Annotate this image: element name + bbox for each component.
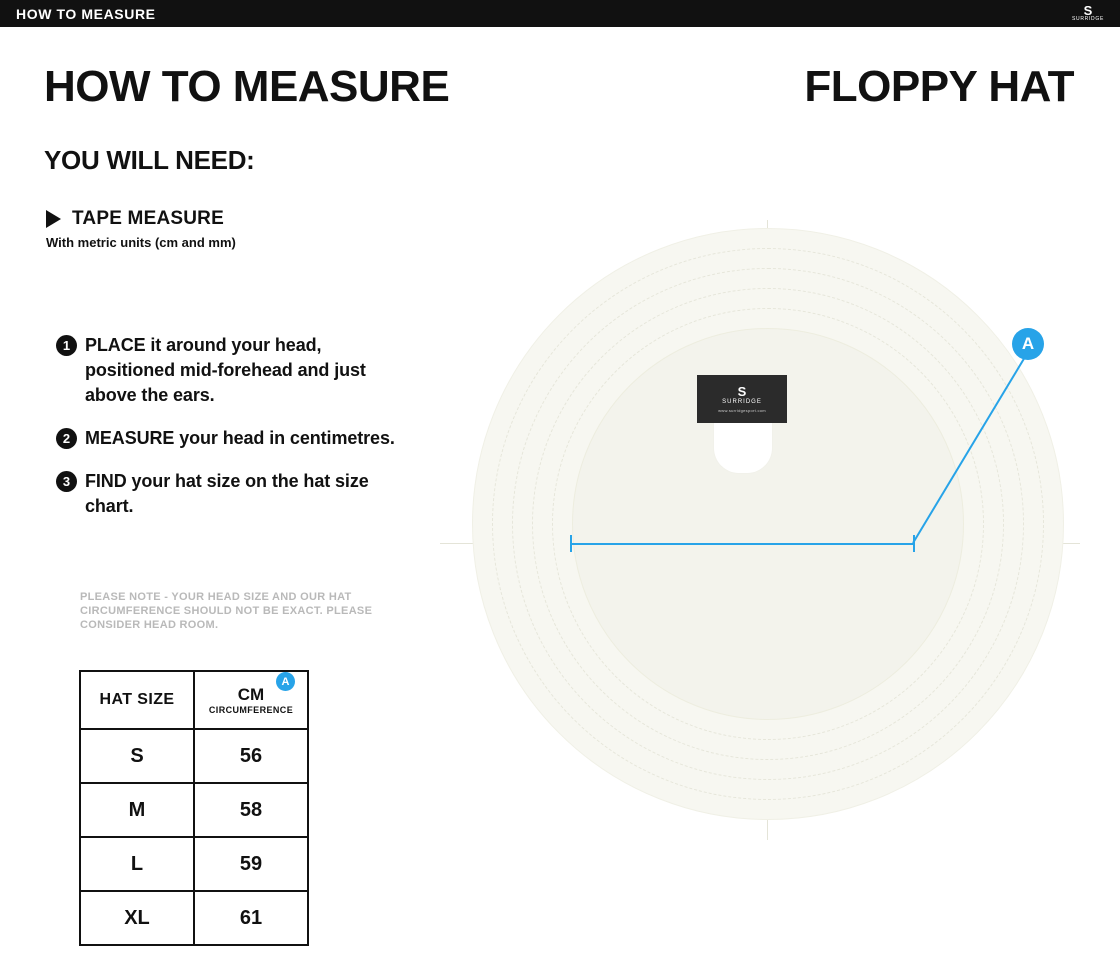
brand-logo — [1066, 2, 1110, 25]
steps-list — [56, 333, 416, 537]
column-header-cm: CM CIRCUMFERENCE — [194, 671, 308, 729]
play-triangle-icon — [46, 210, 61, 228]
step-item — [56, 426, 416, 451]
callout-badge-a: A — [1012, 328, 1044, 360]
step-text: FIND your hat size on the hat size chart. — [85, 471, 369, 516]
table-header-row — [80, 671, 308, 729]
step-text: MEASURE your head in centimetres. — [85, 428, 395, 448]
step-item — [56, 469, 416, 519]
cell-hat-size: M — [80, 783, 194, 837]
tape-measure-item — [46, 208, 224, 230]
column-header-hat-size: HAT SIZE — [80, 671, 194, 729]
cell-circumference: 61 — [194, 891, 308, 945]
product-label-url: www.surridgesport.com — [718, 407, 766, 413]
product-label-wordmark: SURRIDGE — [722, 398, 762, 405]
step-number: 3 — [56, 471, 77, 492]
table-row — [80, 837, 308, 891]
step-number: 2 — [56, 428, 77, 449]
top-bar-title: HOW TO MEASURE — [16, 6, 156, 22]
table-row — [80, 729, 308, 783]
tape-measure-description: With metric units (cm and mm) — [46, 235, 236, 250]
cell-circumference: 58 — [194, 783, 308, 837]
tape-measure-label: TAPE MEASURE — [72, 208, 224, 229]
step-text: PLACE it around your head, positioned mid-forehead and just above the ears. — [85, 335, 366, 405]
product-brand-label — [697, 375, 787, 423]
page-title: HOW TO MEASURE — [44, 62, 450, 111]
hat-size-table — [79, 670, 309, 946]
step-number: 1 — [56, 335, 77, 356]
step-item — [56, 333, 416, 408]
hat-diagram — [420, 210, 1100, 900]
cell-hat-size: S — [80, 729, 194, 783]
cell-circumference: 59 — [194, 837, 308, 891]
table-row — [80, 783, 308, 837]
table-row — [80, 891, 308, 945]
cell-hat-size: L — [80, 837, 194, 891]
brand-logo-mark: S — [1083, 3, 1093, 18]
product-label-mark: S — [737, 383, 747, 399]
table-callout-badge-a: A — [276, 672, 295, 691]
brand-logo-wordmark: SURRIDGE — [1072, 16, 1104, 22]
callout-leader-line — [838, 340, 1048, 546]
measurement-tick-left — [570, 535, 572, 552]
disclaimer-note: PLEASE NOTE - YOUR HEAD SIZE AND OUR HAT CIRCUMFERENCE SHOULD NOT BE EXACT. PLEASE CONSIDER HEAD ROOM. — [80, 591, 373, 631]
product-title: FLOPPY HAT — [804, 62, 1074, 111]
top-bar — [0, 0, 1120, 27]
cell-circumference: 56 — [194, 729, 308, 783]
requirements-heading: YOU WILL NEED: — [44, 145, 255, 175]
cell-hat-size: XL — [80, 891, 194, 945]
hat-crown-top — [713, 423, 773, 474]
